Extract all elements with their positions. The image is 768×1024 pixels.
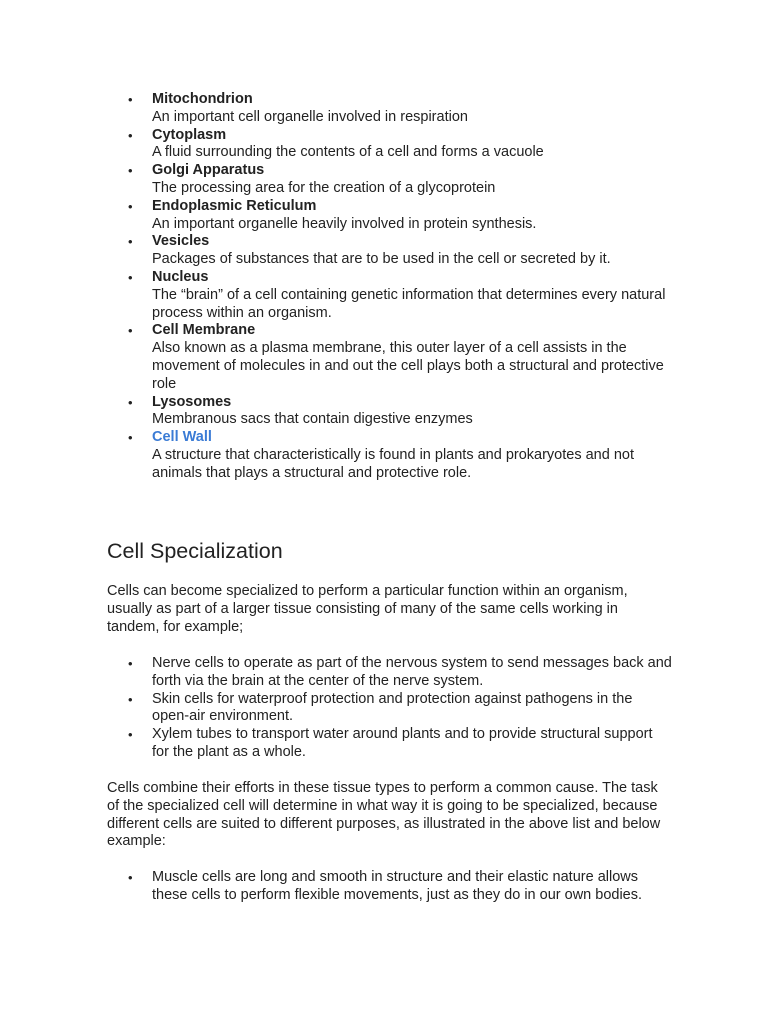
section-heading: Cell Specialization bbox=[107, 539, 283, 563]
cell-wall-link[interactable]: • Cell Wall bbox=[152, 429, 212, 446]
list-item-lysosomes bbox=[0, 394, 768, 430]
list-item: • Xylem tubes to transport water around plants and to provide structural support for the plant as a whole. bbox=[0, 726, 768, 762]
list-item: • Nerve cells to operate as part of the nervous system to send messages back and forth via the brain at the center of the nerve system. bbox=[0, 655, 768, 691]
list-item-endoplasmic-reticulum bbox=[0, 198, 768, 234]
organelle-term: • Golgi Apparatus bbox=[152, 162, 265, 179]
intro-paragraph: Cells can become specialized to perform a particular function within an organism, usually as part of a larger tissue consisting of many of the same cells working in tandem, for example; bbox=[107, 583, 628, 635]
list-item-golgi-apparatus bbox=[0, 162, 768, 198]
list-item-nucleus bbox=[0, 269, 768, 322]
list-item-vesicles bbox=[0, 233, 768, 269]
organelle-list bbox=[0, 91, 768, 483]
organelle-term: • Vesicles bbox=[152, 233, 210, 250]
organelle-term: • Endoplasmic Reticulum bbox=[152, 197, 317, 214]
list-item-cell-wall bbox=[0, 429, 768, 482]
organelle-term: • Lysosomes bbox=[152, 393, 232, 410]
list-item-cell-membrane bbox=[0, 322, 768, 393]
organelle-description: The processing area for the creation of a glycoprotein bbox=[152, 179, 496, 196]
list-item: • Muscle cells are long and smooth in structure and their elastic nature allows these cells to perform flexible movements, just as they do in our own bodies. bbox=[0, 869, 768, 905]
organelle-term: • Cytoplasm bbox=[152, 126, 227, 143]
list-item: • Skin cells for waterproof protection and protection against pathogens in the open-air environment. bbox=[0, 691, 768, 727]
organelle-description: Packages of substances that are to be used in the cell or secreted by it. bbox=[152, 251, 611, 268]
organelle-term: • Cell Membrane bbox=[152, 322, 256, 339]
organelle-description: A fluid surrounding the contents of a cell and forms a vacuole bbox=[152, 144, 544, 161]
organelle-description: Also known as a plasma membrane, this outer layer of a cell assists in the movement of molecules in and out the cell plays both a structural and protective role bbox=[152, 340, 664, 392]
list-item-mitochondrion bbox=[0, 91, 768, 127]
organelle-description: The “brain” of a cell containing genetic information that determines every natural process within an organism. bbox=[152, 286, 666, 321]
examples-list bbox=[0, 655, 768, 762]
organelle-description: An important cell organelle involved in respiration bbox=[152, 108, 468, 125]
combine-paragraph: Cells combine their efforts in these tissue types to perform a common cause. The task of the specialized cell will determine in what way it is going to be specialized, because different cells are suited to different purposes, as illustrated in the above list and below example: bbox=[107, 780, 661, 850]
organelle-description: An important organelle heavily involved in protein synthesis. bbox=[152, 215, 537, 232]
organelle-description: A structure that characteristically is found in plants and prokaryotes and not animals that plays a structural and protective role. bbox=[152, 446, 634, 481]
organelle-term: • Mitochondrion bbox=[152, 91, 253, 107]
muscle-list bbox=[0, 869, 768, 905]
organelle-term: • Nucleus bbox=[152, 268, 209, 285]
organelle-description: Membranous sacs that contain digestive enzymes bbox=[152, 411, 473, 428]
list-item-cytoplasm bbox=[0, 127, 768, 163]
